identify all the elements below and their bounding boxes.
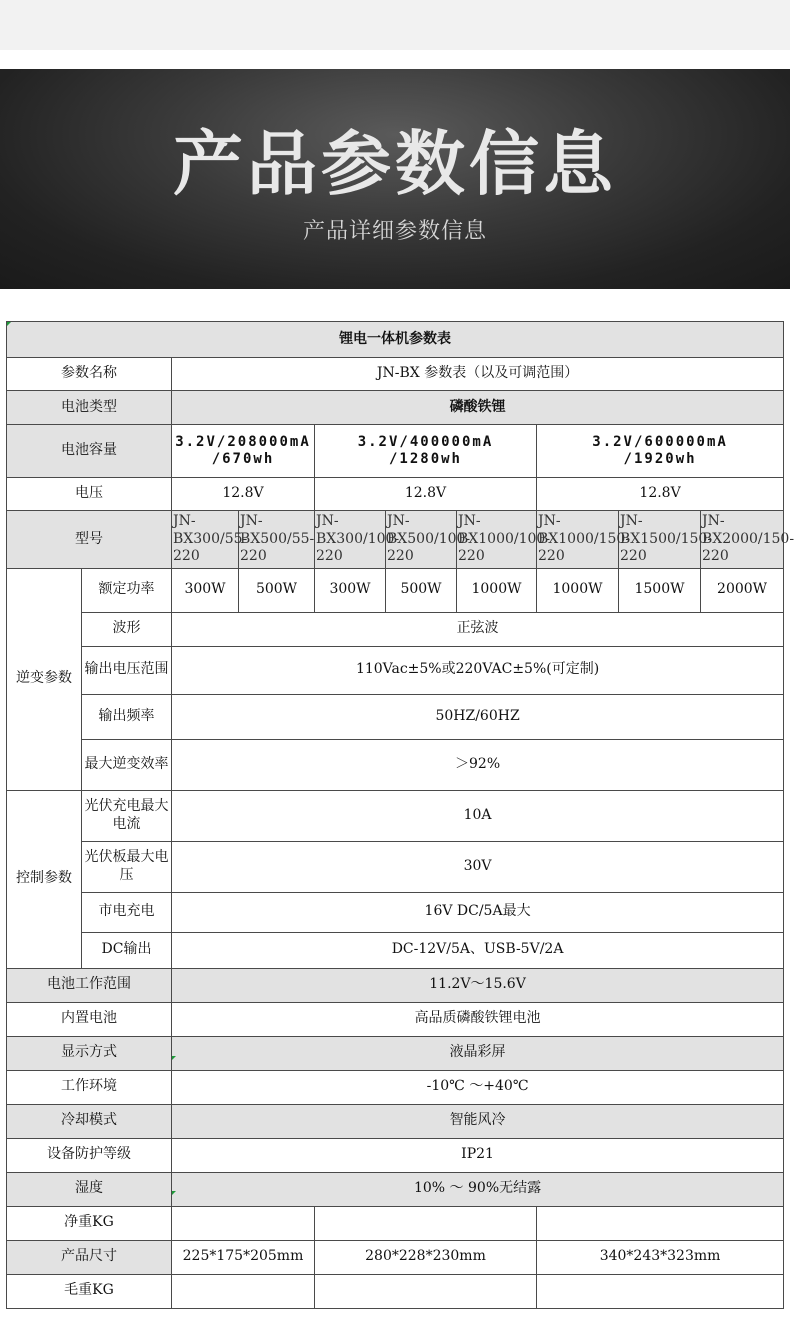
banner-title: 产品参数信息 — [173, 123, 617, 205]
corner-mark — [172, 1191, 176, 1195]
pv-voltage-value: 30V — [172, 841, 784, 892]
environment-label: 工作环境 — [7, 1070, 172, 1104]
protection-value: IP21 — [172, 1138, 784, 1172]
battery-type-value: 磷酸铁锂 — [172, 391, 784, 425]
capacity-cell — [172, 425, 315, 478]
voltage-value: 12.8V — [315, 478, 537, 511]
builtin-battery-value: 高品质磷酸铁锂电池 — [172, 1002, 784, 1036]
banner-subtitle: 产品详细参数信息 — [302, 219, 487, 244]
size-label: 产品尺寸 — [7, 1240, 172, 1274]
battery-type-label: 电池类型 — [7, 391, 172, 425]
table-title: 锂电一体机参数表 — [7, 322, 784, 358]
table-row — [7, 1240, 784, 1274]
table-row — [7, 1070, 784, 1104]
model-value: JN-BX1000/100-220 — [457, 511, 537, 569]
gross-weight-value — [315, 1274, 537, 1308]
gross-weight-label: 毛重KG — [7, 1274, 172, 1308]
net-weight-value — [172, 1206, 315, 1240]
top-bar — [0, 0, 790, 50]
output-freq-label: 输出频率 — [82, 694, 172, 739]
table-row — [7, 358, 784, 391]
display-value: 液晶彩屏 — [172, 1036, 784, 1070]
capacity-label: 电池容量 — [7, 425, 172, 478]
mains-value: 16V DC/5A最大 — [172, 892, 784, 932]
size-value: 340*243*323mm — [537, 1240, 784, 1274]
rated-power-value: 500W — [386, 568, 457, 612]
rated-power-value: 2000W — [701, 568, 784, 612]
model-value: JN-BX300/55-220 — [172, 511, 239, 569]
rated-power-value: 1000W — [457, 568, 537, 612]
capacity-line: 3.2V/208000mA — [175, 433, 311, 450]
model-value: JN-BX1000/150-220 — [537, 511, 619, 569]
table-row — [7, 968, 784, 1002]
pv-voltage-label: 光伏板最大电压 — [82, 841, 172, 892]
waveform-value: 正弦波 — [172, 612, 784, 646]
environment-value: -10℃ ～+40℃ — [172, 1070, 784, 1104]
table-row — [7, 1104, 784, 1138]
output-voltage-value: 110Vac±5%或220VAC±5%(可定制) — [172, 646, 784, 694]
rated-power-value: 300W — [172, 568, 239, 612]
display-label: 显示方式 — [7, 1036, 172, 1070]
table-row — [7, 1274, 784, 1308]
protection-label: 设备防护等级 — [7, 1138, 172, 1172]
table-row — [7, 646, 784, 694]
model-value: JN-BX500/55-220 — [239, 511, 315, 569]
model-value: JN-BX2000/150-220 — [701, 511, 784, 569]
model-value: JN-BX500/100-220 — [386, 511, 457, 569]
gross-weight-value — [172, 1274, 315, 1308]
humidity-value: 10% ～ 90%无结露 — [172, 1172, 784, 1206]
capacity-line: /670wh — [211, 451, 275, 467]
table-row — [7, 511, 784, 569]
rated-power-value: 1000W — [537, 568, 619, 612]
capacity-line: 3.2V/400000mA — [357, 433, 494, 450]
capacity-line: /1280wh — [388, 451, 462, 467]
table-row — [7, 391, 784, 425]
table-row — [7, 478, 784, 511]
dc-out-label: DC输出 — [82, 932, 172, 968]
rated-power-value: 500W — [239, 568, 315, 612]
voltage-value: 12.8V — [537, 478, 784, 511]
cooling-label: 冷却模式 — [7, 1104, 172, 1138]
capacity-cell — [537, 425, 784, 478]
param-name-value: JN-BX 参数表（以及可调范围） — [172, 358, 784, 391]
rated-power-value: 300W — [315, 568, 386, 612]
table-row — [7, 1206, 784, 1240]
net-weight-label: 净重KG — [7, 1206, 172, 1240]
efficiency-label: 最大逆变效率 — [82, 739, 172, 790]
gross-weight-value — [537, 1274, 784, 1308]
capacity-line: 3.2V/600000mA — [592, 433, 728, 450]
corner-mark — [172, 1056, 176, 1060]
net-weight-value — [537, 1206, 784, 1240]
model-value: JN-BX300/100-220 — [315, 511, 386, 569]
table-row — [7, 841, 784, 892]
model-label: 型号 — [7, 511, 172, 569]
table-row — [7, 612, 784, 646]
rated-power-label: 额定功率 — [82, 568, 172, 612]
table-row — [7, 932, 784, 968]
battery-range-value: 11.2V～15.6V — [172, 968, 784, 1002]
voltage-label: 电压 — [7, 478, 172, 511]
pv-current-label: 光伏充电最大电流 — [82, 790, 172, 841]
size-value: 280*228*230mm — [315, 1240, 537, 1274]
rated-power-value: 1500W — [619, 568, 701, 612]
table-row — [7, 1138, 784, 1172]
battery-range-label: 电池工作范围 — [7, 968, 172, 1002]
waveform-label: 波形 — [82, 612, 172, 646]
dc-out-value: DC-12V/5A、USB-5V/2A — [172, 932, 784, 968]
output-freq-value: 50HZ/60HZ — [172, 694, 784, 739]
table-row — [7, 1172, 784, 1206]
table-row — [7, 1036, 784, 1070]
capacity-cell — [315, 425, 537, 478]
corner-mark — [7, 322, 11, 326]
control-group-label: 控制参数 — [7, 790, 82, 968]
table-row — [7, 790, 784, 841]
efficiency-value: ＞92% — [172, 739, 784, 790]
model-value: JN-BX1500/150-220 — [619, 511, 701, 569]
param-name-label: 参数名称 — [7, 358, 172, 391]
table-title-row — [7, 322, 784, 358]
pv-current-value: 10A — [172, 790, 784, 841]
table-row — [7, 694, 784, 739]
table-row — [7, 1002, 784, 1036]
capacity-line: /1920wh — [623, 451, 697, 467]
voltage-value: 12.8V — [172, 478, 315, 511]
spec-table — [6, 321, 794, 1309]
mains-label: 市电充电 — [82, 892, 172, 932]
builtin-battery-label: 内置电池 — [7, 1002, 172, 1036]
table-row — [7, 425, 784, 478]
humidity-label: 湿度 — [7, 1172, 172, 1206]
output-voltage-label: 输出电压范围 — [82, 646, 172, 694]
table-row — [7, 739, 784, 790]
cooling-value: 智能风冷 — [172, 1104, 784, 1138]
table-row — [7, 892, 784, 932]
table-row — [7, 568, 784, 612]
net-weight-value — [315, 1206, 537, 1240]
size-value: 225*175*205mm — [172, 1240, 315, 1274]
inverter-group-label: 逆变参数 — [7, 568, 82, 790]
